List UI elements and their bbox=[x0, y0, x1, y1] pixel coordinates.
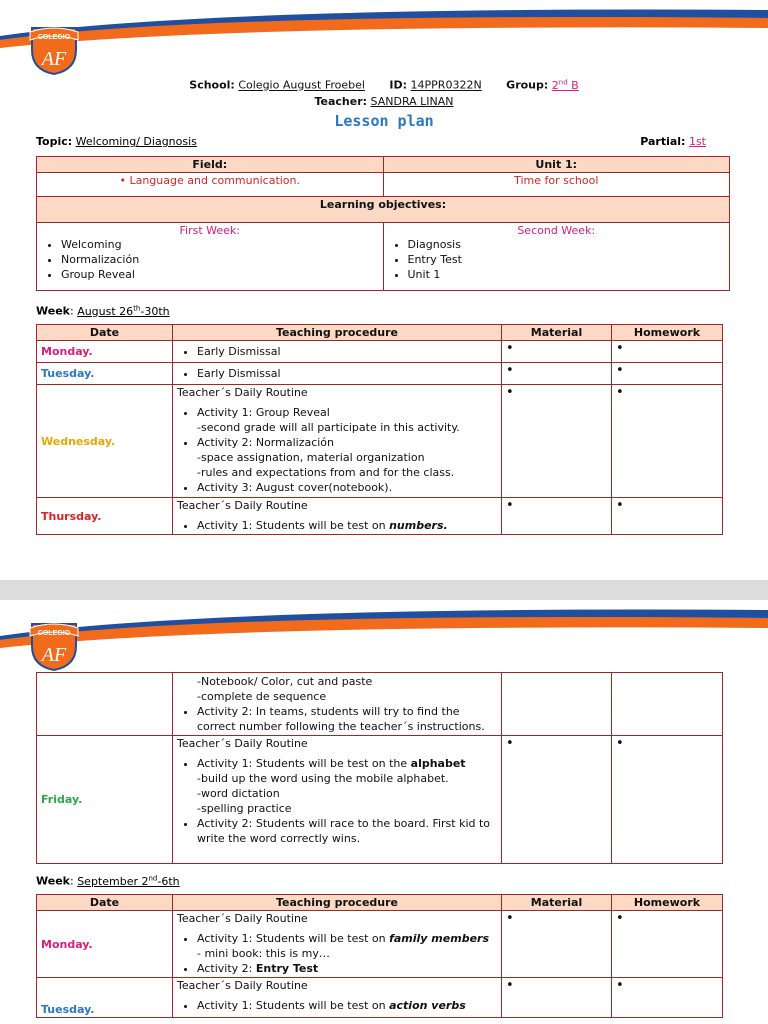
header-wave-band bbox=[0, 600, 768, 660]
routine-text: Teacher´s Daily Routine bbox=[177, 386, 308, 399]
table-row bbox=[37, 385, 723, 498]
day-monday: Monday. bbox=[37, 341, 173, 363]
note-text: -rules and expectations from and for the class. bbox=[197, 466, 455, 479]
list-item: • Entry Test bbox=[408, 252, 726, 267]
note-text: -second grade will all participate in this activity. bbox=[197, 421, 460, 434]
list-item: • Welcoming bbox=[61, 237, 379, 252]
page-title: Lesson plan bbox=[334, 112, 434, 130]
day-wednesday: Wednesday. bbox=[37, 385, 173, 498]
list-item: • Normalización bbox=[61, 252, 379, 267]
note-text: -Notebook/ Color, cut and paste bbox=[197, 675, 373, 688]
unit-value: Time for school bbox=[383, 173, 730, 197]
procedure-header: Teaching procedure bbox=[173, 895, 502, 911]
list-item: • Activity 2: Students will race to the board. First kid to write the word correctly wins. bbox=[197, 816, 497, 846]
svg-text:AF: AF bbox=[41, 644, 67, 666]
school-logo bbox=[28, 22, 80, 76]
homework-header: Homework bbox=[612, 325, 723, 341]
table-row bbox=[37, 498, 723, 535]
procedure-header: Teaching procedure bbox=[173, 325, 502, 341]
svg-text:COLEGIO: COLEGIO bbox=[37, 34, 71, 41]
page-2 bbox=[0, 600, 768, 1024]
list-item: • Early Dismissal bbox=[197, 366, 497, 381]
day-monday: Monday. bbox=[37, 911, 173, 978]
list-item: • Group Reveal bbox=[61, 267, 379, 282]
field-unit-table bbox=[36, 156, 730, 291]
material-header: Material bbox=[502, 325, 612, 341]
note-text: -build up the word using the mobile alphabet. bbox=[197, 772, 449, 785]
homework-bullet: • bbox=[612, 978, 723, 1018]
svg-text:COLEGIO: COLEGIO bbox=[37, 630, 71, 637]
day-thursday: Thursday. bbox=[37, 498, 173, 535]
second-week-list bbox=[388, 237, 726, 282]
material-bullet: • bbox=[502, 911, 612, 978]
list-item: • Activity 2: Normalización bbox=[197, 435, 497, 450]
material-bullet: • bbox=[502, 736, 612, 864]
field-value: • Language and communication. bbox=[37, 173, 384, 197]
homework-bullet: • bbox=[612, 341, 723, 363]
material-bullet: • bbox=[502, 978, 612, 1018]
routine-text: Teacher´s Daily Routine bbox=[177, 979, 308, 992]
header-wave-band bbox=[0, 0, 768, 60]
table-row bbox=[37, 736, 723, 864]
week-1-label: Week: August 26th-30th bbox=[36, 304, 170, 318]
homework-bullet: • bbox=[612, 911, 723, 978]
first-week-label: First Week: bbox=[179, 224, 240, 237]
unit-header: Unit 1: bbox=[383, 157, 730, 173]
partial-line: Partial: 1st bbox=[640, 135, 706, 148]
day-friday: Friday. bbox=[37, 736, 173, 864]
note-text: -spelling practice bbox=[197, 802, 292, 815]
second-week-label: Second Week: bbox=[517, 224, 596, 237]
routine-text: Teacher´s Daily Routine bbox=[177, 912, 308, 925]
table-row bbox=[37, 673, 723, 736]
list-item: • Unit 1 bbox=[408, 267, 726, 282]
day-tuesday: Tuesday. bbox=[37, 363, 173, 385]
homework-bullet: • bbox=[612, 498, 723, 535]
list-item: • Activity 2: Entry Test bbox=[197, 961, 497, 976]
week-1-table bbox=[36, 324, 723, 535]
material-bullet: • bbox=[502, 498, 612, 535]
table-row bbox=[37, 363, 723, 385]
routine-text: Teacher´s Daily Routine bbox=[177, 499, 308, 512]
material-bullet: • bbox=[502, 385, 612, 498]
first-week-cell bbox=[37, 223, 384, 291]
list-item: • Activity 3: August cover(notebook). bbox=[197, 480, 497, 495]
material-header: Material bbox=[502, 895, 612, 911]
week-2-label: Week: September 2nd-6th bbox=[36, 874, 180, 888]
material-bullet: • bbox=[502, 341, 612, 363]
topic-line: Topic: Welcoming/ Diagnosis bbox=[36, 135, 197, 148]
note-text: -complete de sequence bbox=[197, 690, 327, 703]
note-text: -word dictation bbox=[197, 787, 280, 800]
second-week-cell bbox=[383, 223, 730, 291]
list-item: • Activity 1: Students will be test on family members bbox=[197, 931, 497, 946]
table-row bbox=[37, 911, 723, 978]
teacher-line: Teacher: SANDRA LINAN bbox=[314, 95, 454, 108]
note-text: -space assignation, material organization bbox=[197, 451, 425, 464]
list-item: • Diagnosis bbox=[408, 237, 726, 252]
objectives-header: Learning objectives: bbox=[37, 197, 730, 223]
continued-table bbox=[36, 672, 723, 864]
homework-header: Homework bbox=[612, 895, 723, 911]
homework-bullet: • bbox=[612, 736, 723, 864]
table-row bbox=[37, 341, 723, 363]
week-2-table bbox=[36, 894, 723, 1018]
list-item: • Early Dismissal bbox=[197, 344, 497, 359]
list-item: • Activity 1: Students will be test on numbers. bbox=[197, 518, 497, 533]
first-week-list bbox=[41, 237, 379, 282]
table-row bbox=[37, 978, 723, 1018]
field-header: Field: bbox=[37, 157, 384, 173]
list-item: • Activity 2: In teams, students will try to find the correct number following the teacher´s instructions. bbox=[197, 704, 497, 734]
svg-text:AF: AF bbox=[41, 48, 67, 70]
date-header: Date bbox=[37, 895, 173, 911]
list-item: • Activity 1: Group Reveal bbox=[197, 405, 497, 420]
school-info-line: School: Colegio August Froebel ID: 14PPR0322N Group: 2nd B bbox=[189, 78, 579, 92]
list-item: • Activity 1: Students will be test on action verbs bbox=[197, 998, 497, 1013]
material-bullet: • bbox=[502, 363, 612, 385]
homework-bullet: • bbox=[612, 385, 723, 498]
school-logo bbox=[28, 618, 80, 672]
list-item: • Activity 1: Students will be test on the alphabet bbox=[197, 756, 497, 771]
routine-text: Teacher´s Daily Routine bbox=[177, 737, 308, 750]
note-text: - mini book: this is my… bbox=[197, 947, 330, 960]
day-tuesday: Tuesday. bbox=[37, 978, 173, 1018]
homework-bullet: • bbox=[612, 363, 723, 385]
date-header: Date bbox=[37, 325, 173, 341]
